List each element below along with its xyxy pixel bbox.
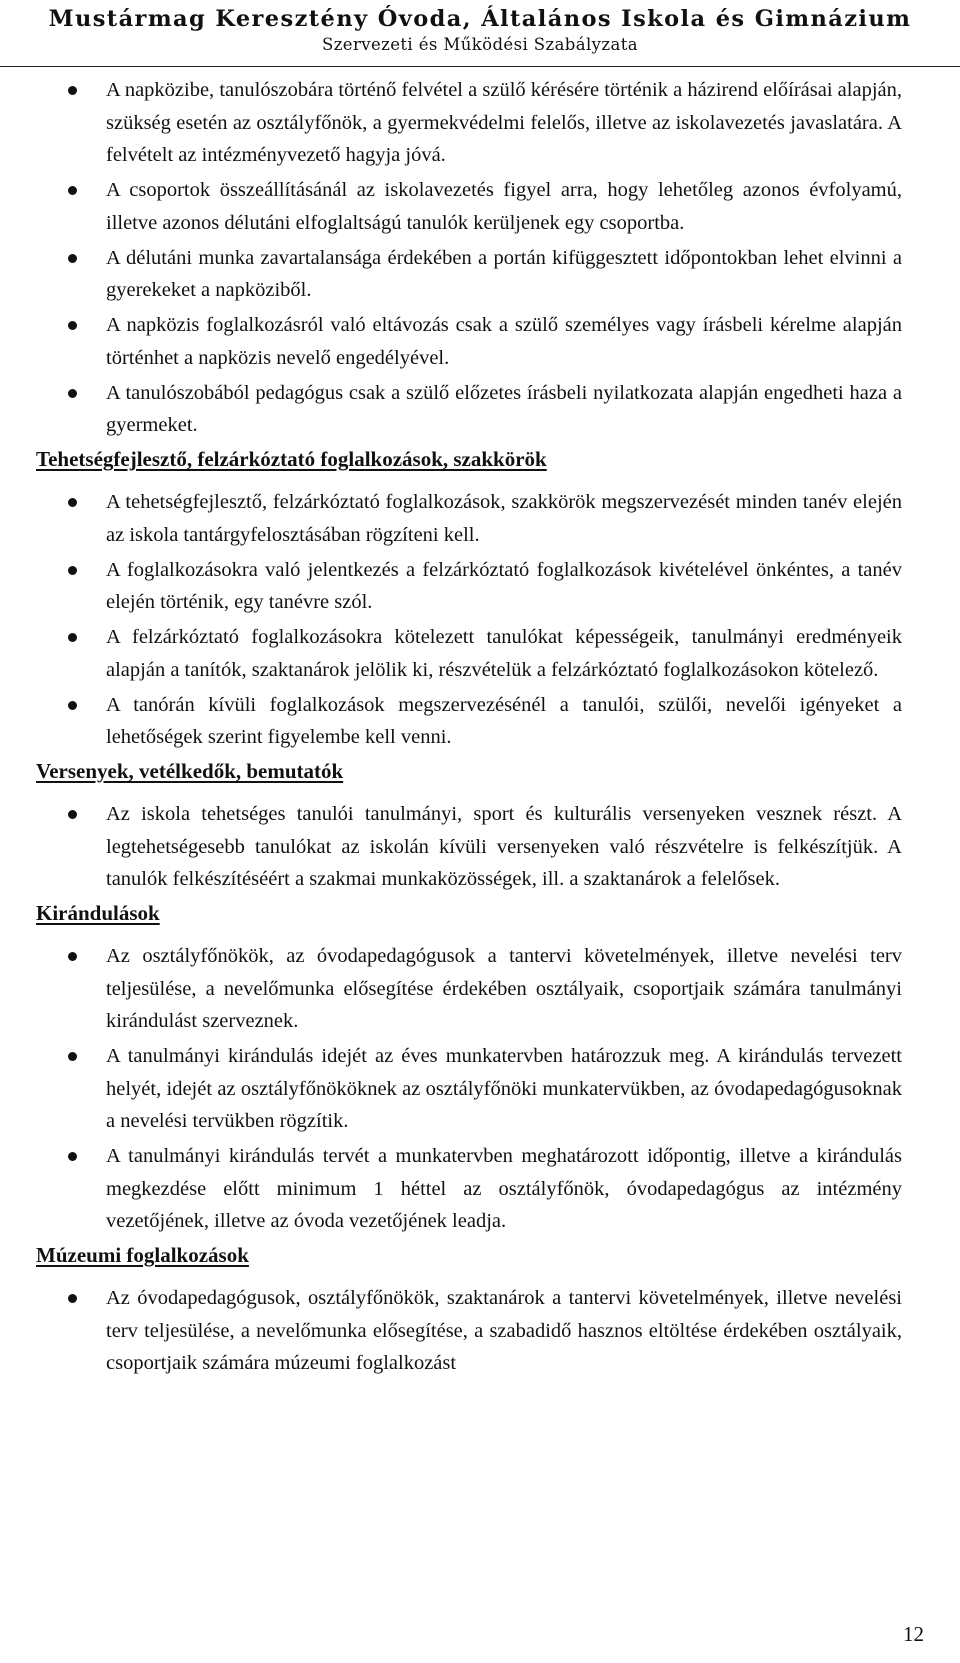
list-item [36, 621, 902, 686]
list-item-text: A tehetségfejlesztő, felzárkóztató foglalkozások, szakkörök megszervezését minden tanév elején az iskola tantárgyfelosztásában rögzíteni kell. [106, 491, 902, 546]
section-kirandulasok [36, 898, 902, 1238]
bullet-icon [68, 86, 77, 95]
list-item [36, 1140, 902, 1238]
list-item [36, 1282, 902, 1380]
list-item [36, 689, 902, 754]
section-versenyek [36, 756, 902, 896]
list-item-text: A tanulószobából pedagógus csak a szülő előzetes írásbeli nyilatkozata alapján engedheti haza a gyermeket. [106, 381, 902, 436]
list-item-text: A felzárkóztató foglalkozásokra kötelezett tanulókat képességeik, tanulmányi eredményeik alapján a tanítók, szaktanárok jelölik ki, részvételük a felzárkóztató foglalkozásokon kötelező. [106, 626, 902, 681]
bullet-icon [68, 1052, 77, 1061]
list-item [36, 486, 902, 551]
list-item-text: A foglalkozásokra való jelentkezés a felzárkóztató foglalkozások kivételével önkéntes, a tanév elején történik, egy tanévre szól. [106, 558, 902, 613]
document-title: Mustármag Keresztény Óvoda, Általános Iskola és Gimnázium [48, 6, 912, 32]
list-item [36, 940, 902, 1038]
section-heading: Tehetségfejlesztő, felzárkóztató foglalkozások, szakkörök [36, 447, 547, 471]
bullet-list-napkozi [36, 74, 902, 442]
section-heading: Versenyek, vetélkedők, bemutatók [36, 759, 344, 783]
list-item [36, 1040, 902, 1138]
list-item-text: Az óvodapedagógusok, osztályfőnökök, szaktanárok a tantervi követelmények, illetve nevelési terv teljesülése, a nevelőmunka elősegítése, a szabadidő hasznos eltöltése érdekében osztályaik, csoportjaik számára múzeumi foglalkozást [106, 1287, 902, 1374]
bullet-icon [68, 321, 77, 330]
list-item-text: A napközis foglalkozásról való eltávozás csak a szülő személyes vagy írásbeli kérelme alapján történhet a napközis nevelő engedélyével. [106, 314, 902, 369]
bullet-list-muzeumi [36, 1282, 902, 1380]
list-item [36, 554, 902, 619]
list-item-text: A tanulmányi kirándulás idejét az éves munkatervben határozzuk meg. A kirándulás tervezett helyét, idejét az osztályfőnököknek az osztályfőnöki munkatervükben, az óvodapedagógusoknak a nevelési tervükben rögzítik. [106, 1045, 902, 1132]
page-header [0, 0, 960, 67]
section-heading: Múzeumi foglalkozások [36, 1243, 249, 1267]
bullet-icon [68, 498, 77, 507]
list-item [36, 74, 902, 172]
bullet-icon [68, 633, 77, 642]
bullet-list-tehetseg [36, 486, 902, 754]
document-subtitle: Szervezeti és Működési Szabályzata [321, 35, 639, 54]
bullet-icon [68, 952, 77, 961]
bullet-icon [68, 389, 77, 398]
section-tehetsegfejlesztes [36, 444, 902, 754]
section-heading: Kirándulások [36, 901, 160, 925]
bullet-icon [68, 1152, 77, 1161]
list-item-text: Az iskola tehetséges tanulói tanulmányi, sport és kulturális versenyeken vesznek részt. A legtehetségesebb tanulókat az iskolán kívüli versenyeken való részvételre is felkészítjük. A tanulók felkészítéséért a szakmai munkaközösségek, ill. a szaktanárok a felelősek. [106, 803, 902, 890]
section-muzeumi [36, 1240, 902, 1380]
list-item [36, 377, 902, 442]
list-item-text: A csoportok összeállításánál az iskolavezetés figyel arra, hogy lehetőleg azonos évfolyamú, illetve azonos délutáni elfoglaltságú tanulók kerüljenek egy csoportba. [106, 179, 902, 234]
list-item-text: A délutáni munka zavartalansága érdekében a portán kifüggesztett időpontokban lehet elvinni a gyerekeket a napköziből. [106, 246, 902, 301]
list-item-text: Az osztályfőnökök, az óvodapedagógusok a tantervi követelmények, illetve nevelési terv teljesülése, a nevelőmunka elősegítése érdekében osztályaik, csoportjaik számára tanulmányi kirándulást szerveznek. [106, 945, 902, 1032]
list-item [36, 242, 902, 307]
section-napkozi [36, 74, 902, 442]
list-item [36, 174, 902, 239]
list-item [36, 309, 902, 374]
bullet-icon [68, 254, 77, 263]
bullet-icon [68, 810, 77, 819]
bullet-icon [68, 701, 77, 710]
bullet-icon [68, 186, 77, 195]
bullet-icon [68, 566, 77, 575]
list-item-text: A tanórán kívüli foglalkozások megszervezésénél a tanulói, szülői, nevelői igényeket a lehetőségek szerint figyelembe kell venni. [106, 693, 902, 748]
list-item-text: A tanulmányi kirándulás tervét a munkatervben meghatározott időpontig, illetve a kirándulás megkezdése előtt minimum 1 héttel az osztályfőnök, óvodapedagógus az intézmény vezetőjének, illetve az óvoda vezetőjének leadja. [106, 1145, 902, 1232]
list-item [36, 798, 902, 896]
page-content [36, 74, 902, 1382]
bullet-list-kirandulasok [36, 940, 902, 1238]
bullet-list-versenyek [36, 798, 902, 896]
list-item-text: A napközibe, tanulószobára történő felvétel a szülő kérésére történik a házirend előírásai alapján, szükség esetén az osztályfőnök, a gyermekvédelmi felelős, illetve az iskolavezetés javaslatára. A felvételt az intézményvezető hagyja jóvá. [106, 79, 902, 166]
bullet-icon [68, 1294, 77, 1303]
page-number: 12 [903, 1622, 924, 1646]
